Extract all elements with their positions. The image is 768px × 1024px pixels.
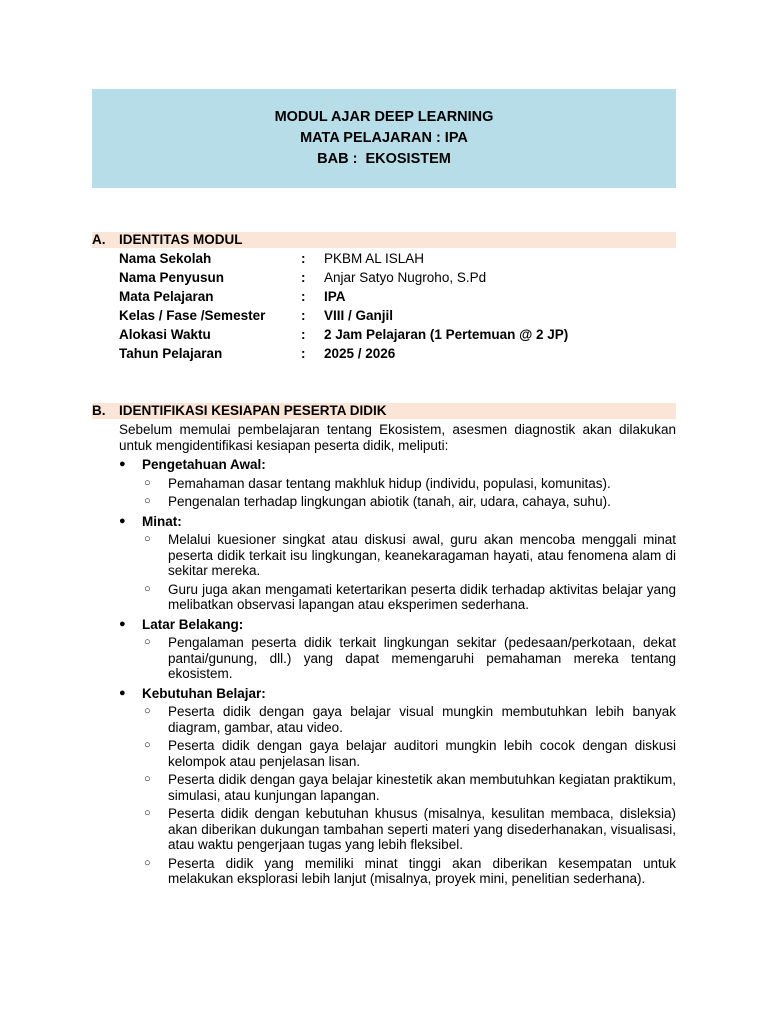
identity-value: 2 Jam Pelajaran (1 Pertemuan @ 2 JP)	[324, 327, 569, 342]
sub-bullet-icon: ○	[144, 636, 151, 648]
identity-value: VIII / Ganjil	[324, 308, 394, 323]
identity-label: Kelas / Fase /Semester	[119, 308, 266, 323]
identity-colon: :	[301, 308, 306, 323]
section-a-heading	[92, 232, 676, 248]
sub-list-item	[119, 532, 676, 579]
identity-label: Tahun Pelajaran	[119, 346, 223, 361]
list-item	[119, 457, 676, 473]
list-heading: Minat:	[142, 513, 182, 529]
list-heading: Latar Belakang:	[142, 616, 244, 632]
identity-colon: :	[301, 270, 306, 285]
sub-list-text: Guru juga akan mengamati ketertarikan peserta didik terhadap aktivitas belajar yang melibatkan observasi lapangan atau eksperimen sederhana.	[168, 581, 676, 612]
identity-colon: :	[301, 251, 306, 266]
title-box	[92, 89, 676, 188]
identity-value: IPA	[324, 289, 346, 304]
bullet-icon: ●	[119, 686, 126, 699]
sub-list-item	[119, 635, 676, 682]
identity-row-school	[119, 249, 676, 268]
sub-list-item	[119, 476, 676, 492]
sub-bullet-icon: ○	[144, 476, 151, 489]
bullet-icon: ●	[119, 617, 126, 630]
title-line-1: MODUL AJAR DEEP LEARNING	[274, 109, 494, 125]
section-b-letter: B.	[92, 403, 106, 418]
title-line-2: MATA PELAJARAN : IPA	[300, 130, 468, 146]
list-item	[119, 686, 676, 702]
bullet-icon: ●	[119, 514, 126, 527]
identity-label: Mata Pelajaran	[119, 289, 214, 304]
sub-list-item	[119, 494, 676, 510]
section-b-heading	[92, 403, 676, 419]
identity-label: Nama Sekolah	[119, 251, 212, 266]
sub-list-item	[119, 806, 676, 853]
sub-bullet-icon: ○	[144, 533, 151, 545]
identity-row-year	[119, 344, 676, 363]
sub-list-text: Peserta didik dengan gaya belajar auditori mungkin lebih cocok dengan diskusi kelompok atau penjelasan lisan.	[168, 738, 676, 769]
sub-bullet-icon: ○	[144, 773, 151, 785]
list-item	[119, 617, 676, 633]
sub-list-item	[119, 772, 676, 803]
sub-bullet-icon: ○	[144, 705, 151, 717]
sub-bullet-icon: ○	[144, 495, 151, 507]
identity-row-author	[119, 268, 676, 287]
identity-colon: :	[301, 289, 306, 304]
sub-list-text: Melalui kuesioner singkat atau diskusi awal, guru akan mencoba menggali minat peserta didik terkait isu lingkungan, keanekaragaman hayati, atau fenomena alam di sekitar mereka.	[168, 532, 676, 578]
identity-label: Nama Penyusun	[119, 270, 225, 285]
sub-list-text: Pengenalan terhadap lingkungan abiotik (tanah, air, udara, cahaya, suhu).	[168, 494, 611, 509]
sub-bullet-icon: ○	[144, 739, 151, 751]
section-b-title: IDENTIFIKASI KESIAPAN PESERTA DIDIK	[119, 403, 387, 418]
sub-bullet-icon: ○	[144, 582, 151, 595]
sub-list-item	[119, 704, 676, 735]
sub-list-text: Pengalaman peserta didik terkait lingkungan sekitar (pedesaan/perkotaan, dekat pantai/gunung, dll.) yang dapat memengaruhi pemahaman mereka tentang ekosistem.	[168, 635, 676, 681]
list-item	[119, 514, 676, 530]
list-heading: Kebutuhan Belajar:	[142, 685, 266, 701]
sub-list-text: Peserta didik dengan gaya belajar visual mungkin membutuhkan lebih banyak diagram, gambar, atau video.	[168, 704, 676, 735]
section-b-intro: Sebelum memulai pembelajaran tentang Ekosistem, asesmen diagnostik akan dilakukan untuk mengidentifikasi kesiapan peserta didik, meliputi:	[119, 422, 676, 453]
sub-list-text: Pemahaman dasar tentang makhluk hidup (individu, populasi, komunitas).	[168, 475, 611, 491]
bullet-icon: ●	[119, 458, 126, 470]
sub-list-text: Peserta didik yang memiliki minat tinggi akan diberikan kesempatan untuk melakukan eksplorasi lebih lanjut (misalnya, proyek mini, penelitian sederhana).	[168, 855, 676, 886]
sub-bullet-icon: ○	[144, 856, 151, 869]
list-heading: Pengetahuan Awal:	[142, 457, 266, 472]
sub-list-item	[119, 582, 676, 613]
sub-list-text: Peserta didik dengan kebutuhan khusus (misalnya, kesulitan membaca, disleksia) akan diberikan dukungan tambahan seperti materi yang disederhanakan, visualisasi, atau waktu pengerjaan tugas yang lebih fleksibel.	[168, 806, 676, 852]
section-a-title: IDENTITAS MODUL	[119, 232, 243, 247]
identity-row-subject	[119, 287, 676, 306]
identity-colon: :	[301, 327, 306, 342]
title-line-3: BAB : EKOSISTEM	[317, 151, 451, 167]
sub-bullet-icon: ○	[144, 807, 151, 819]
sub-list-text: Peserta didik dengan gaya belajar kinestetik akan membutuhkan kegiatan praktikum, simulasi, atau kunjungan lapangan.	[168, 772, 676, 803]
identity-value: PKBM AL ISLAH	[324, 251, 425, 266]
sub-list-item	[119, 738, 676, 769]
identity-row-class	[119, 306, 676, 325]
section-a-letter: A.	[92, 232, 106, 247]
section-b-body	[119, 422, 676, 887]
identity-colon: :	[301, 346, 306, 361]
identity-value: Anjar Satyo Nugroho, S.Pd	[324, 270, 487, 285]
identity-label: Alokasi Waktu	[119, 327, 211, 342]
identity-row-time	[119, 325, 676, 344]
identity-value: 2025 / 2026	[324, 346, 396, 361]
sub-list-item	[119, 856, 676, 887]
